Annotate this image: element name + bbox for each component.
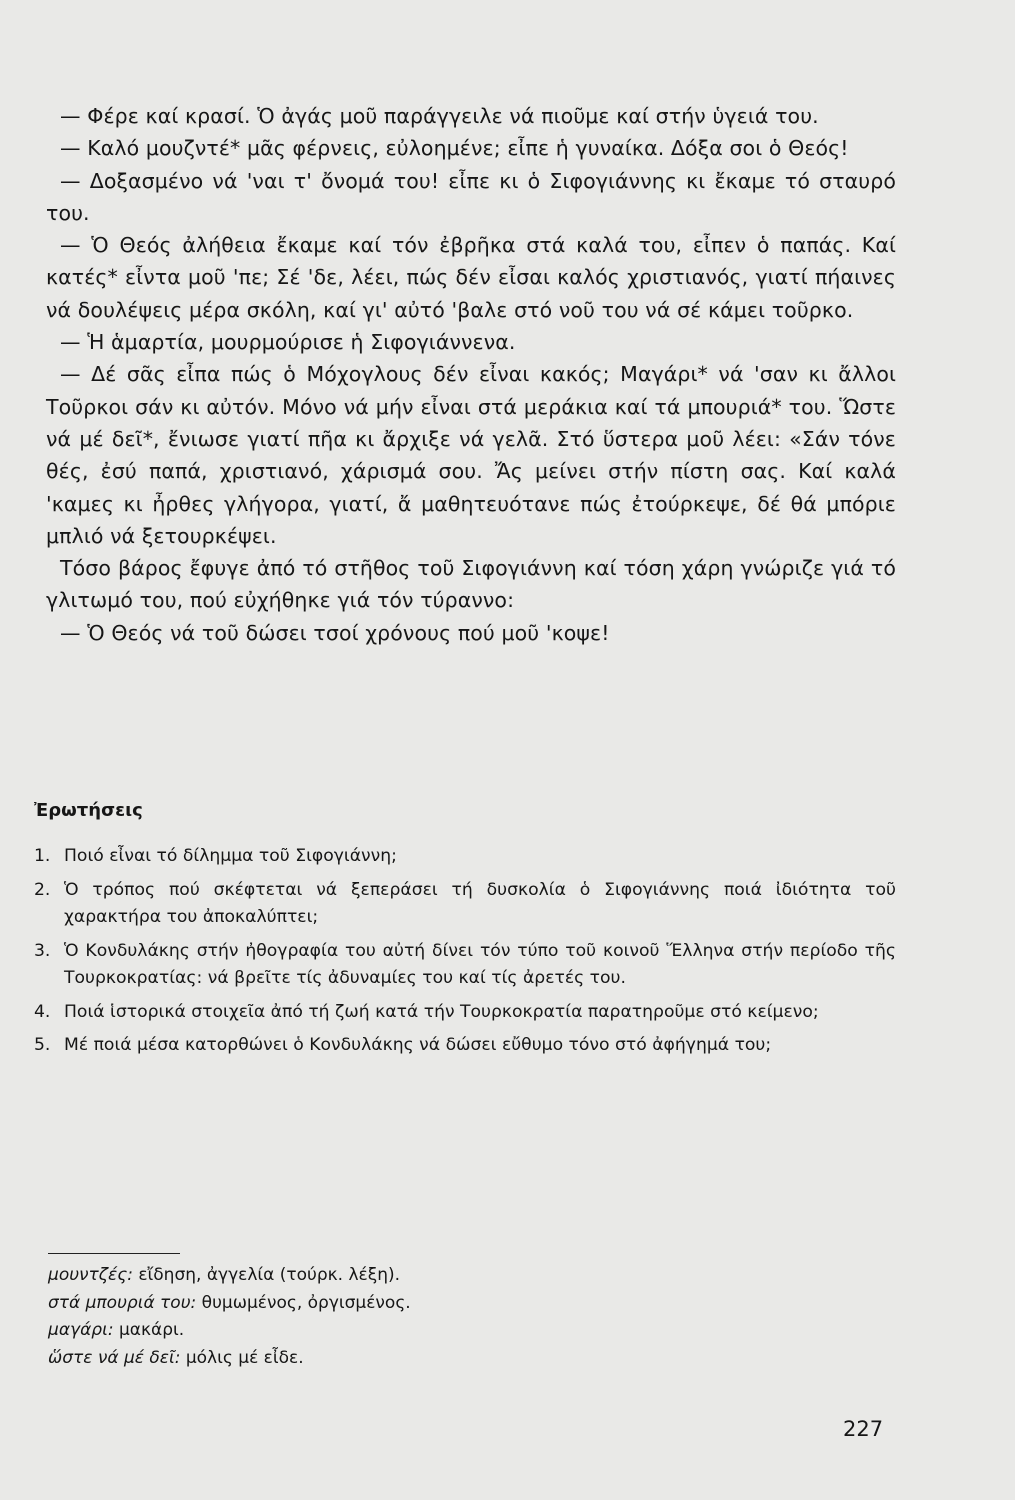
question-item	[34, 877, 896, 932]
question-text: Ποιό εἶναι τό δίλημμα τοῦ Σιφογιάννη;	[64, 846, 397, 866]
footnote-definition: μακάρι.	[113, 1320, 185, 1340]
questions-heading: Ἐρωτήσεις	[34, 800, 143, 821]
paragraph: — Ὁ Θεός νά τοῦ δώσει τσοί χρόνους πού μοῦ 'κοψε!	[60, 620, 610, 645]
question-text: Μέ ποιά μέσα κατορθώνει ὁ Κονδυλάκης νά δώσει εὔθυμο τόνο στό ἀφήγημά του;	[64, 1035, 772, 1055]
question-text: Ποιά ἱστορικά στοιχεῖα ἀπό τή ζωή κατά τήν Τουρκοκρατία παρατηροῦμε στό κείμενο;	[64, 1001, 819, 1022]
paragraph: — Ἡ ἁμαρτία, μουρμούρισε ἡ Σιφογιάννενα.	[60, 330, 516, 355]
footnote	[48, 1262, 748, 1290]
footnote	[48, 1290, 748, 1318]
footnote-term: μαγάρι:	[48, 1320, 114, 1340]
question-number: 5.	[34, 1035, 51, 1055]
footnote-term: στά μπουριά του:	[48, 1292, 197, 1313]
footnotes	[48, 1262, 748, 1372]
footnote	[48, 1317, 748, 1345]
question-item	[34, 999, 896, 1027]
question-number: 3.	[34, 940, 51, 961]
footnote	[48, 1345, 748, 1373]
question-number: 1.	[34, 846, 51, 866]
page-number: 227	[843, 1417, 884, 1441]
footnote-term: ὥστε νά μέ δεῖ:	[48, 1347, 181, 1368]
question-item	[34, 843, 896, 871]
footnote-definition: μόλις μέ εἶδε.	[180, 1347, 304, 1368]
footnote-definition: θυμωμένος, ὀργισμένος.	[196, 1292, 411, 1313]
paragraph: — Δοξασμένο νά 'ναι τ' ὄνομά του! εἶπε κι ὁ Σιφογιάννης κι ἔκαμε τό σταυρό του.	[46, 168, 896, 225]
question-item	[34, 938, 896, 993]
question-number: 4.	[34, 1001, 51, 1022]
footnote-term: μουντζές:	[48, 1265, 133, 1285]
question-item	[34, 1032, 896, 1060]
question-number: 2.	[34, 879, 51, 900]
paragraph: Τόσο βάρος ἔφυγε ἀπό τό στῆθος τοῦ Σιφογιάννη καί τόση χάρη γνώριζε γιά τό γλιτωμό του, πού εὐχήθηκε γιά τόν τύραννο:	[46, 556, 896, 613]
question-text: Ὁ τρόπος πού σκέφτεται νά ξεπεράσει τή δυσκολία ὁ Σιφογιάννης ποιά ἰδιότητα τοῦ χαρακτήρα του ἀποκαλύπτει;	[64, 879, 896, 927]
questions-list	[34, 843, 896, 1066]
paragraph: — Καλό μουζντέ* μᾶς φέρνεις, εὐλοημένε; εἶπε ἡ γυναίκα. Δόξα σοι ὁ Θεός!	[60, 136, 849, 161]
question-text: Ὁ Κονδυλάκης στήν ἠθογραφία του αὐτή δίνει τόν τύπο τοῦ κοινοῦ Ἕλληνα στήν περίοδο τῆς Τουρκοκρατίας: νά βρεῖτε τίς ἀδυναμίες του καί τίς ἀρετές του.	[64, 940, 896, 988]
paragraph: — Ὁ Θεός ἀλήθεια ἔκαμε καί τόν ἐβρῆκα στά καλά του, εἶπεν ὁ παπάς. Καί κατές* εἶντα μοῦ 'πε; Σέ 'δε, λέει, πώς δέν εἶσαι καλός χριστιανός, γιατί πήαινες νά δουλέψεις μέρα σκόλη, καί γι' αὐτό 'βαλε στό νοῦ του νά σέ κάμει τοῦρκο.	[46, 233, 896, 322]
footnote-definition: εἴδηση, ἀγγελία (τούρκ. λέξη).	[132, 1265, 401, 1285]
story-text	[46, 100, 896, 649]
paragraph: — Φέρε καί κρασί. Ὁ ἀγάς μοῦ παράγγειλε νά πιοῦμε καί στήν ὑγειά του.	[60, 104, 819, 128]
footnote-divider	[48, 1253, 180, 1254]
paragraph: — Δέ σᾶς εἶπα πώς ὁ Μόχογλους δέν εἶναι κακός; Μαγάρι* νά 'σαν κι ἄλλοι Τοῦρκοι σάν κι αὐτόν. Μόνο νά μήν εἶναι στά μεράκια καί τά μπουριά* του. Ὥστε νά μέ δεῖ*, ἔνιωσε γιατί πῆα κι ἄρχιξε νά γελᾶ. Στό ὕστερα μοῦ λέει: «Σάν τόνε θές, ἐσύ παπά, χριστιανό, χάρισμά σου. Ἄς μείνει στήν πίστη σας. Καί καλά 'καμες κι ἦρθες γλήγορα, γιατί, ἄ μαθητευότανε πώς ἐτούρκεψε, δέ θά μπόριε μπλιό νά ξετουρκέψει.	[46, 362, 896, 548]
